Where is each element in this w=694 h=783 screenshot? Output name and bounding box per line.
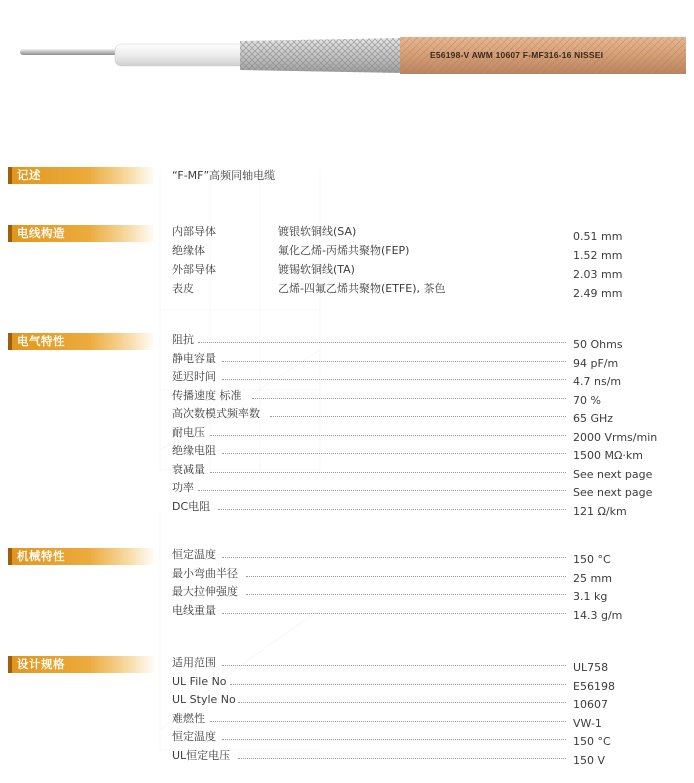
spec-value: 121 Ω/km xyxy=(573,504,627,518)
leader-dots xyxy=(210,721,566,722)
leader-dots xyxy=(222,453,566,454)
spec-label: 适用范围 xyxy=(172,656,216,669)
leader-dots xyxy=(270,416,566,417)
section-title: 设计规格 xyxy=(17,657,65,671)
description-text: “F-MF”高频同轴电缆 xyxy=(172,169,276,182)
spec-value: E56198 xyxy=(573,679,615,693)
spec-label: DC电阻 xyxy=(172,499,211,513)
leader-dots xyxy=(222,361,566,362)
cable-print-text: E56198-V AWM 10607 F-MF316-16 NISSEI xyxy=(430,50,604,60)
spec-label: UL恒定电压 xyxy=(172,748,231,762)
spec-row-applicable-standard xyxy=(0,656,694,674)
spec-row-ul-file-no xyxy=(0,675,694,693)
spec-label: 延迟时间 xyxy=(172,370,216,383)
spec-row-impedance xyxy=(0,333,694,351)
section-title: 记述 xyxy=(17,168,41,182)
spec-value: 50 Ohms xyxy=(573,338,623,351)
leader-dots xyxy=(218,509,566,510)
section-construction xyxy=(0,225,694,305)
spec-row-jacket xyxy=(0,282,694,300)
spec-value: VW-1 xyxy=(573,716,602,730)
spec-row-insulation xyxy=(0,244,694,262)
spec-row-insulation-resistance xyxy=(0,444,694,462)
spec-value: 2000 Vrms/min xyxy=(573,430,658,444)
section-electrical xyxy=(0,333,694,523)
spec-label: 功率 xyxy=(172,481,194,494)
spec-label: 恒定温度 xyxy=(172,730,216,743)
leader-dots xyxy=(246,576,566,577)
leader-dots xyxy=(222,557,566,558)
leader-dots xyxy=(246,594,566,595)
spec-row-outer-conductor xyxy=(0,263,694,281)
spec-label: 内部导体 xyxy=(172,225,216,238)
section-description xyxy=(0,167,694,191)
spec-value: 2.49 mm xyxy=(573,287,623,300)
leader-dots xyxy=(222,613,566,614)
section-marker xyxy=(8,167,12,184)
spec-value: 150 V xyxy=(573,753,606,767)
section-title: 电线构造 xyxy=(17,226,65,240)
spec-label: 绝缘电阻 xyxy=(172,444,216,457)
spec-row-min-bend-radius xyxy=(0,567,694,585)
insulation xyxy=(115,44,245,66)
spec-value: 150 °C xyxy=(573,735,611,748)
spec-label: 阻抗 xyxy=(172,333,194,346)
spec-value: 3.1 kg xyxy=(573,590,608,603)
spec-row-max-tensile-strength xyxy=(0,585,694,603)
spec-value: 4.7 ns/m xyxy=(573,375,622,388)
spec-label: 表皮 xyxy=(172,282,194,295)
spec-row-delay xyxy=(0,370,694,388)
spec-row-withstand-voltage xyxy=(0,426,694,444)
spec-label: 绝缘体 xyxy=(172,244,205,257)
spec-row-inner-conductor xyxy=(0,225,694,243)
spec-value: 25 mm xyxy=(573,571,612,585)
spec-label: 静电容量 xyxy=(172,351,216,365)
leader-dots xyxy=(222,379,566,380)
spec-row-cutoff-frequency xyxy=(0,407,694,425)
spec-row-capacitance xyxy=(0,352,694,370)
cable-illustration xyxy=(0,0,694,110)
spec-row-flame-retardancy xyxy=(0,712,694,730)
spec-row-ul-style-no xyxy=(0,693,694,711)
spec-value: 94 pF/m xyxy=(573,356,619,370)
spec-value: See next page xyxy=(573,486,653,499)
section-title: 电气特性 xyxy=(17,334,65,348)
spec-value: 1500 MΩ·km xyxy=(573,449,643,462)
leader-dots xyxy=(222,665,566,666)
spec-value: 65 GHz xyxy=(573,412,614,425)
section-title: 机械特性 xyxy=(17,549,65,563)
spec-row-propagation-speed xyxy=(0,389,694,407)
spec-value: 14.3 g/m xyxy=(573,608,623,622)
spec-value: 1.52 mm xyxy=(573,249,623,262)
leader-dots xyxy=(198,490,566,491)
spec-label: 最大拉伸强度 xyxy=(172,585,238,598)
spec-row-power xyxy=(0,481,694,499)
leader-dots xyxy=(238,702,566,703)
spec-row-rated-temperature xyxy=(0,548,694,566)
section-design-standards xyxy=(0,656,694,776)
spec-description: 镀锡软铜线(TA) xyxy=(278,263,355,276)
spec-label: 电线重量 xyxy=(172,603,216,617)
spec-label: 最小弯曲半径 xyxy=(172,566,238,580)
spec-row-dc-resistance xyxy=(0,500,694,518)
spec-value: See next page xyxy=(573,467,653,481)
spec-label: 外部导体 xyxy=(172,263,216,276)
section-header-bar xyxy=(8,167,156,184)
spec-label: 恒定温度 xyxy=(172,548,216,561)
spec-row-rated-temperature-ul xyxy=(0,730,694,748)
spec-value: 150 °C xyxy=(573,553,611,566)
spec-label: 衰减量 xyxy=(172,462,205,476)
spec-label: UL File No xyxy=(172,674,227,688)
spec-value: 0.51 mm xyxy=(573,230,623,243)
spec-value: 2.03 mm xyxy=(573,268,623,281)
spec-value: 10607 xyxy=(573,698,608,711)
section-mechanical xyxy=(0,548,694,628)
inner-conductor xyxy=(20,49,120,55)
spec-row-attenuation xyxy=(0,463,694,481)
spec-description: 氟化乙烯-丙烯共聚物(FEP) xyxy=(278,244,410,257)
spec-row-wire-weight xyxy=(0,604,694,622)
spec-label: 耐电压 xyxy=(172,425,205,439)
leader-dots xyxy=(198,342,566,343)
spec-row-ul-rated-voltage xyxy=(0,749,694,767)
spec-value: UL758 xyxy=(573,661,609,674)
leader-dots xyxy=(238,758,566,759)
leader-dots xyxy=(222,739,566,740)
spec-label: 传播速度 标准 xyxy=(172,388,242,402)
spec-label: UL Style No xyxy=(172,693,236,706)
leader-dots xyxy=(230,684,566,685)
leader-dots xyxy=(252,398,566,399)
leader-dots xyxy=(210,472,566,473)
leader-dots xyxy=(210,435,566,436)
spec-description: 乙烯-四氟乙烯共聚物(ETFE), 茶色 xyxy=(278,282,446,295)
spec-label: 难燃性 xyxy=(172,711,205,725)
spec-label: 高次数模式频率数 xyxy=(172,407,260,420)
spec-value: 70 % xyxy=(573,393,601,407)
spec-description: 镀银软铜线(SA) xyxy=(278,225,357,238)
